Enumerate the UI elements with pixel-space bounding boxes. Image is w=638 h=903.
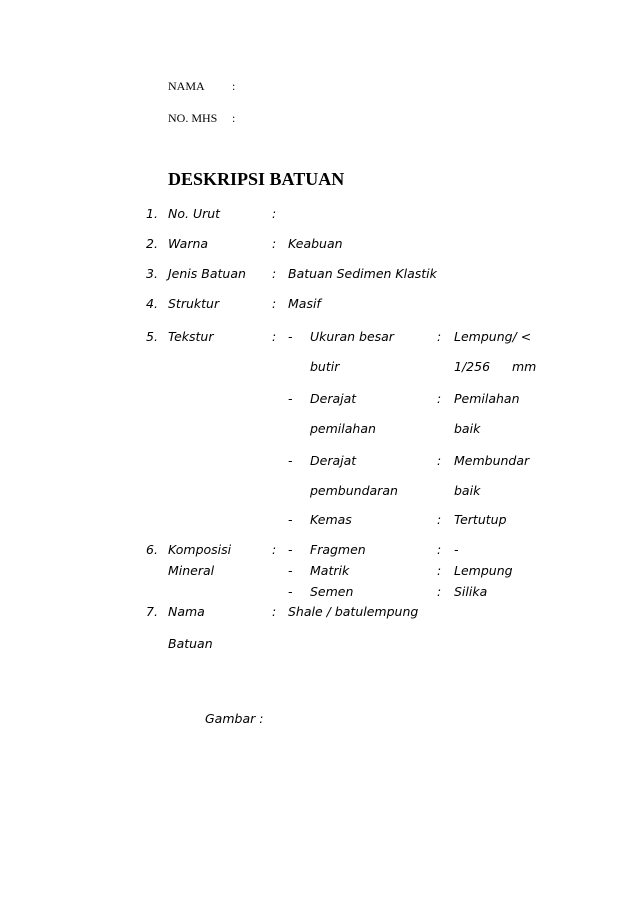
- item-label-jenis-batuan: Jenis Batuan: [168, 266, 246, 281]
- sub-label-derajat-pembundaran-cont: pembundaran: [310, 483, 398, 498]
- item-number: 3.: [146, 266, 158, 281]
- item-label-tekstur: Tekstur: [168, 329, 214, 344]
- nama-colon: :: [232, 79, 236, 93]
- sub-value-pembundaran: Membundar: [454, 453, 530, 468]
- sub-colon: :: [437, 542, 442, 557]
- sub-label-kemas: Kemas: [310, 512, 352, 527]
- item-number: 1.: [146, 206, 158, 221]
- item-value-struktur: Masif: [288, 296, 321, 311]
- item-colon: :: [272, 266, 277, 281]
- sub-value-kemas: Tertutup: [454, 512, 507, 527]
- nomhs-label: NO. MHS: [168, 111, 218, 125]
- sub-value-pemilahan: Pemilahan: [454, 391, 520, 406]
- sub-value-matrik: Lempung: [454, 563, 513, 578]
- sub-dash: -: [288, 563, 293, 578]
- sub-value-ukuran-butir: Lempung/ <: [454, 329, 532, 344]
- sub-label-matrik: Matrik: [310, 563, 350, 578]
- sub-colon: :: [437, 584, 442, 599]
- sub-value-pembundaran-cont: baik: [454, 483, 481, 498]
- item-value-jenis-batuan: Batuan Sedimen Klastik: [288, 266, 437, 281]
- sub-label-fragmen: Fragmen: [310, 542, 366, 557]
- sub-value-semen: Silika: [454, 584, 488, 599]
- sub-label-derajat-pembundaran: Derajat: [310, 453, 357, 468]
- nomhs-colon: :: [232, 111, 236, 125]
- sub-dash: -: [288, 512, 293, 527]
- sub-colon: :: [437, 512, 442, 527]
- item-colon: :: [272, 329, 277, 344]
- sub-label-ukuran-butir: Ukuran besar: [310, 329, 394, 344]
- gambar-label: Gambar :: [205, 711, 264, 726]
- nama-label: NAMA: [168, 79, 205, 93]
- item-label-struktur: Struktur: [168, 296, 220, 311]
- page-title: DESKRIPSI BATUAN: [168, 169, 345, 189]
- sub-value-fragmen: -: [454, 542, 459, 557]
- sub-colon: :: [437, 563, 442, 578]
- item-label-no-urut: No. Urut: [168, 206, 221, 221]
- sub-colon: :: [437, 453, 442, 468]
- sub-dash: -: [288, 542, 293, 557]
- item-number: 2.: [146, 236, 158, 251]
- sub-dash: -: [288, 329, 293, 344]
- item-value-nama-batuan: Shale / batulempung: [288, 604, 419, 619]
- sub-label-derajat-pemilahan-cont: pemilahan: [310, 421, 376, 436]
- sub-colon: :: [437, 329, 442, 344]
- item-label-nama-batuan-cont: Batuan: [168, 636, 213, 651]
- item-label-warna: Warna: [168, 236, 209, 251]
- sub-dash: -: [288, 453, 293, 468]
- item-value-warna: Keabuan: [288, 236, 343, 251]
- sub-value-pemilahan-cont: baik: [454, 421, 481, 436]
- sub-value-ukuran-fraction: 1/256: [454, 359, 491, 374]
- sub-colon: :: [437, 391, 442, 406]
- sub-label-derajat-pemilahan: Derajat: [310, 391, 357, 406]
- item-label-komposisi-cont: Mineral: [168, 563, 215, 578]
- item-number: 6.: [146, 542, 158, 557]
- sub-value-ukuran-unit: mm: [512, 359, 537, 374]
- sub-label-semen: Semen: [310, 584, 354, 599]
- item-number: 7.: [146, 604, 158, 619]
- item-label-komposisi: Komposisi: [168, 542, 232, 557]
- item-number: 5.: [146, 329, 158, 344]
- item-colon: :: [272, 296, 277, 311]
- item-label-nama-batuan: Nama: [168, 604, 205, 619]
- item-colon: :: [272, 604, 277, 619]
- sub-dash: -: [288, 391, 293, 406]
- item-colon: :: [272, 206, 277, 221]
- sub-label-ukuran-butir-cont: butir: [310, 359, 340, 374]
- item-colon: :: [272, 542, 277, 557]
- sub-dash: -: [288, 584, 293, 599]
- item-number: 4.: [146, 296, 158, 311]
- item-colon: :: [272, 236, 277, 251]
